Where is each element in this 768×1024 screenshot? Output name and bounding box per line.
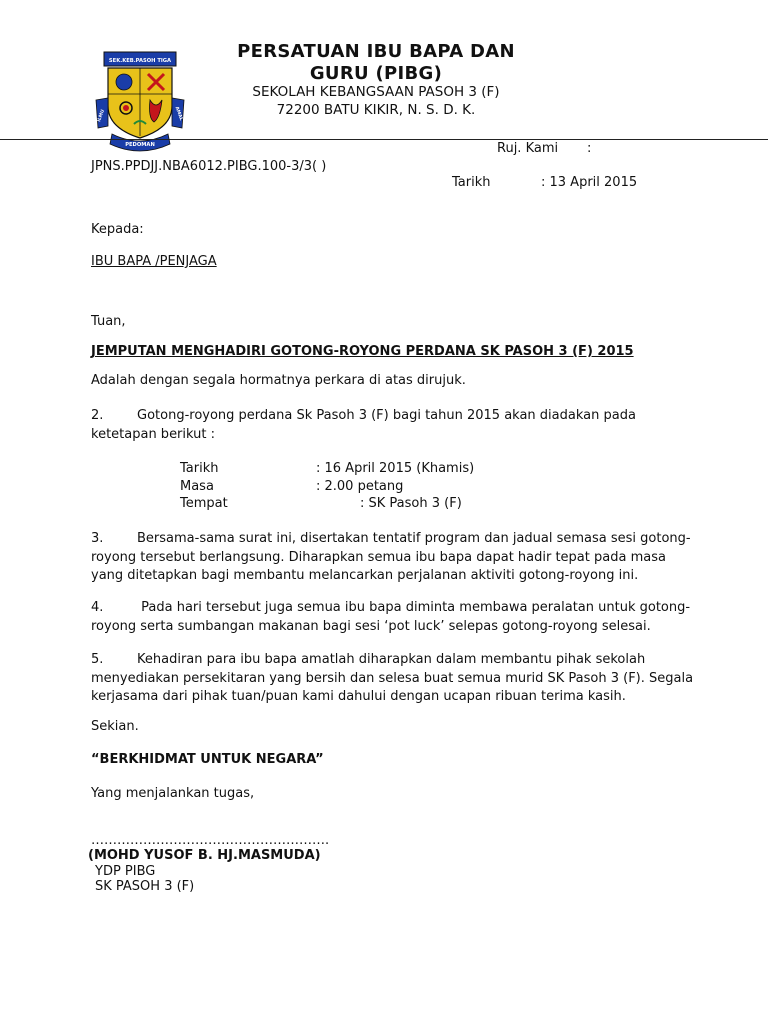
para2-number: 2. [91, 408, 104, 423]
org-title-line2: GURU (PIBG) [309, 63, 443, 84]
yang-menjalankan-tugas: Yang menjalankan tugas, [91, 786, 255, 801]
addressee: IBU BAPA /PENJAGA [91, 254, 217, 269]
crest-banner-left: ILMU [97, 109, 107, 123]
letter-date-label: Tarikh [452, 175, 491, 190]
paragraph-4 [91, 599, 691, 636]
paragraph-3 [91, 530, 691, 586]
school-address: 72200 BATU KIKIR, N. S. D. K. [276, 102, 476, 118]
sekian: Sekian. [91, 719, 139, 734]
crest-banner-bottom: PEDOMAN [125, 142, 155, 148]
para3-line1: Bersama-sama surat ini, disertakan tentatif program dan jadual semasa sesi gotong- [137, 531, 691, 546]
signatory-position: YDP PIBG [95, 864, 156, 879]
crest-banner-top: SEK.KEB.PASOH TIGA [108, 58, 172, 64]
crest-banner-right: AMAL [173, 106, 184, 122]
signatory-name: (MOHD YUSOF B. HJ.MASMUDA) [88, 848, 321, 863]
signatory-organisation: SK PASOH 3 (F) [95, 879, 195, 894]
para5-line3: kerjasama dari pihak tuan/puan kami dahului dengan ucapan ribuan terima kasih. [91, 689, 626, 704]
letter-date-value: : 13 April 2015 [541, 175, 638, 190]
paragraph-2 [91, 407, 681, 444]
detail-masa-value: : 2.00 petang [316, 479, 404, 494]
para3-line2: royong tersebut berlangsung. Diharapkan semua ibu bapa dapat hadir tepat pada masa [91, 549, 666, 565]
para2-line1: Gotong-royong perdana Sk Pasoh 3 (F) bagi tahun 2015 akan diadakan pada [137, 408, 636, 423]
header-divider [0, 139, 768, 140]
detail-masa-label: Masa [180, 479, 214, 494]
kepada-label: Kepada: [91, 222, 144, 237]
para2-line2: ketetapan berikut : [91, 426, 215, 442]
detail-tempat-value: : SK Pasoh 3 (F) [360, 496, 462, 511]
para4-number: 4. [91, 600, 104, 615]
para4-line2: royong serta sumbangan makanan bagi sesi ‘pot luck’ selepas gotong-royong selesai. [91, 618, 651, 634]
opening-line: Adalah dengan segala hormatnya perkara di atas dirujuk. [91, 373, 466, 388]
para3-number: 3. [91, 531, 104, 546]
ruj-kami-label: Ruj. Kami [497, 141, 559, 156]
para5-number: 5. [91, 652, 104, 667]
para5-line2: menyediakan persekitaran yang bersih dan selesa buat semua murid SK Pasoh 3 (F). Segala [91, 670, 694, 686]
ruj-kami-colon: : [587, 141, 592, 156]
signature-line: ………………………………………………. [91, 833, 330, 848]
paragraph-5 [91, 651, 694, 707]
letter-subject: JEMPUTAN MENGHADIRI GOTONG-ROYONG PERDANA SK PASOH 3 (F) 2015 [91, 344, 634, 359]
motto: “BERKHIDMAT UNTUK NEGARA” [91, 752, 324, 767]
para4-line1: Pada hari tersebut juga semua ibu bapa diminta membawa peralatan untuk gotong- [137, 600, 691, 615]
detail-tarikh-label: Tarikh [180, 461, 219, 476]
detail-tempat-label: Tempat [180, 496, 228, 511]
detail-tarikh-value: : 16 April 2015 (Khamis) [316, 461, 475, 476]
para5-line1: Kehadiran para ibu bapa amatlah diharapkan dalam membantu pihak sekolah [137, 652, 646, 667]
org-title-line1: PERSATUAN IBU BAPA DAN [237, 41, 515, 62]
para3-line3: yang ditetapkan bagi membantu melancarkan perjalanan aktiviti gotong-royong ini. [91, 568, 639, 583]
salutation: Tuan, [91, 314, 126, 329]
reference-number: JPNS.PPDJJ.NBA6012.PIBG.100-3/3( ) [91, 159, 327, 174]
school-name: SEKOLAH KEBANGSAAN PASOH 3 (F) [252, 84, 500, 100]
